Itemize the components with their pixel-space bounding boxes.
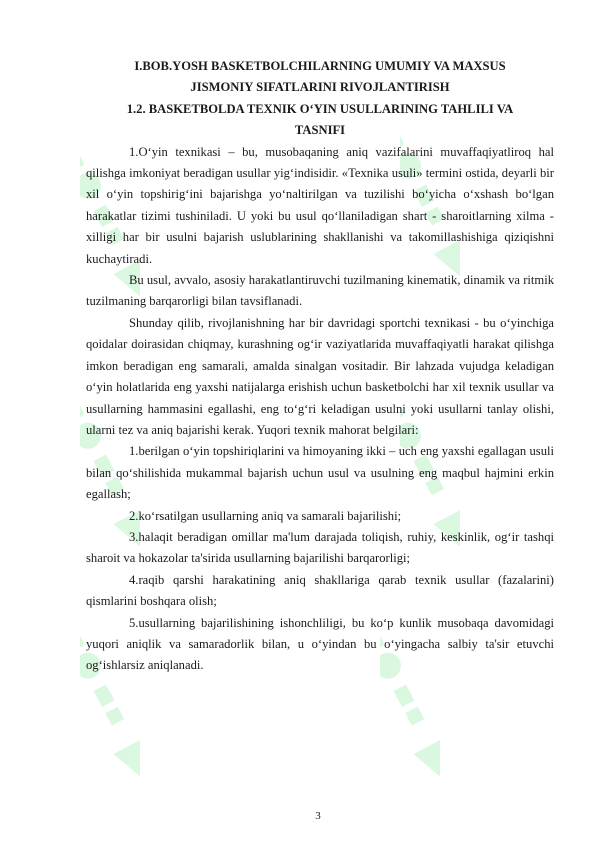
list-item: 1.berilgan o‘yin topshiriqlarini va himoyaning ikki – uch eng yaxshi egallagan usuli bilan qo‘shilishida mukammal bajarish uchun usul va usulning eng maqbul hajmini erkin egallash; <box>86 444 554 502</box>
chapter-title-line-1: I.BOB.YOSH BASKETBOLCHILARNING UMUMIY VA MAXSUS <box>134 59 506 73</box>
section-title <box>86 99 554 142</box>
section-title-line-2: TASNIFI <box>294 123 346 138</box>
section-title-line-1: 1.2. BASKETBOLDA TEXNIK O‘YIN USULLARINING TAHLILI VA <box>126 101 514 116</box>
paragraph: Shunday qilib, rivojlanishning har bir davridagi sportchi texnikasi - bu o‘yinchiga qoidalar doirasidan chiqmay, kurashning og‘ir vaziyatlarida muvaffaqiyatli harakat qilishga imkon beradigan eng samarali, amalda sinalgan vositadir. Bir lahzada vujudga keladigan o‘yin holatlarida eng yaxshi natijalarga erishish uchun basketbolchi har xil texnik usullar va usullarning hammasini egallashi, eng to‘g‘ri keladigan usulni yoki usullarni tanlay olishi, ularni tez va aniq bajarishi kerak. Yuqori texnik mahorat belgilari: <box>86 315 554 437</box>
list-item: 5.usullarning bajarilishining ishonchliligi, bu ko‘p kunlik musobaqa davomidagi yuqori aniqlik va samaradorlik bilan, u o‘yindan bu o‘yingacha salbiy ta'sir etuvchi og‘ishlarsiz aniqlanadi. <box>86 615 554 673</box>
document-body <box>86 56 554 677</box>
paragraph: Bu usul, avvalo, asosiy harakatlantiruvchi tuzilmaning kinematik, dinamik va ritmik tuzilmaning barqarorligi bilan tavsiflanadi. <box>86 273 554 309</box>
chapter-title <box>86 56 554 99</box>
list-item: 2.ko‘rsatilgan usullarning aniq va samarali bajarilishi; <box>129 508 402 523</box>
list-item: 3.halaqit beradigan omillar ma'lum darajada toliqish, ruhiy, keskinlik, og‘ir tashqi sharoit va hokazolar ta'sirida usullarning bajarilishi barqarorligi; <box>86 529 554 566</box>
list-item: 4.raqib qarshi harakatining aniq shakllariga qarab texnik usullar (fazalarini) qismlarini boshqara olish; <box>86 572 554 609</box>
paragraph: 1.O‘yin texnikasi – bu, musobaqaning aniq vazifalarini muvaffaqiyatliroq hal qilishga imkoniyat beradigan usullar yig‘indisidir. «Texnika usuli» termini ostida, deyarli bir xil o‘yin topshirig‘ini bajarishga yo‘naltirilgan va tuzilishi bo‘yicha o‘xshash bo‘lgan harakatlar tizimi tushiniladi. U yoki bu usul qo‘llaniladigan shart - sharoitlarning xilma - xilligi har bir usulni bajarish uslublarining shakllanishi va takomillashishiga qiziqishni kuchaytiradi. <box>86 144 554 266</box>
page-number: 3 <box>315 810 321 822</box>
chapter-title-line-2: JISMONIY SIFATLARINI RIVOJLANTIRISH <box>190 80 450 95</box>
